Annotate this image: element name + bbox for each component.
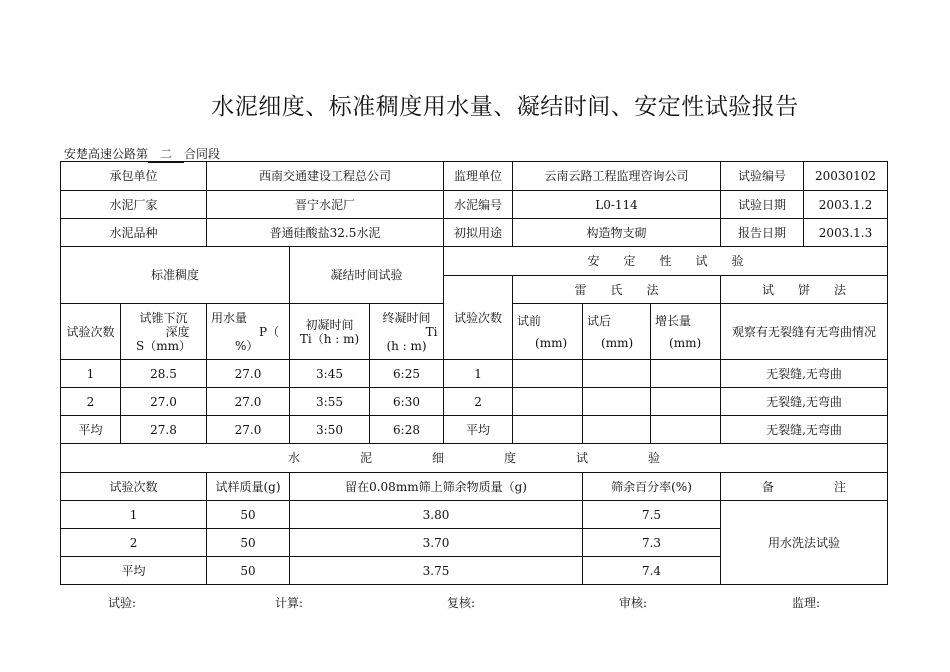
- fineness-mass-cell: 50: [207, 557, 290, 585]
- increase-cell: [651, 360, 721, 388]
- observe-cell: 无裂缝,无弯曲: [721, 360, 888, 388]
- final-header-line2: Ti: [425, 324, 438, 339]
- footer-audit: 审核:: [619, 596, 648, 610]
- section-number: 二: [148, 145, 184, 163]
- initial-header-line2: Ti（h : m): [299, 331, 360, 346]
- water-header-line3: %）: [235, 338, 259, 353]
- trial-cell: 2: [61, 388, 121, 416]
- final-cell: 6:28: [370, 416, 444, 444]
- fineness-residue-cell: 3.75: [290, 557, 583, 585]
- after-cell: [583, 360, 651, 388]
- trial-no-header: 试验次数: [61, 304, 121, 360]
- report-date-label: 报告日期: [721, 219, 804, 246]
- fineness-percent-header: 筛余百分率(%): [583, 473, 721, 501]
- initial-set-header: [290, 304, 370, 360]
- water-cell: 27.0: [207, 388, 290, 416]
- consistency-header: 标准稠度: [61, 247, 290, 304]
- sound-trial-cell: 平均: [444, 416, 513, 444]
- before-header-line1: 试前: [517, 313, 542, 328]
- fineness-trial-cell: 1: [61, 501, 207, 529]
- final-set-header: [370, 304, 444, 360]
- increase-cell: [651, 416, 721, 444]
- fineness-mass-cell: 50: [207, 529, 290, 557]
- final-cell: 6:25: [370, 360, 444, 388]
- increase-cell: [651, 388, 721, 416]
- section-suffix: 合同段: [184, 147, 221, 161]
- test-date-label: 试验日期: [721, 191, 804, 218]
- table-row: [61, 388, 888, 416]
- footer-review: 复核:: [447, 596, 476, 610]
- after-header-line1: 试后: [587, 313, 612, 328]
- cone-header-line1: 试锥下沉: [139, 310, 188, 325]
- report-title: 水泥细度、标准稠度用水量、凝结时间、安定性试验报告: [211, 94, 799, 120]
- fineness-header: 水 泥 细 度 试 验: [61, 444, 888, 473]
- before-header: [513, 304, 583, 360]
- contractor-value: 西南交通建设工程总公司: [207, 162, 444, 191]
- initial-cell: 3:45: [290, 360, 370, 388]
- observe-cell: 无裂缝,无弯曲: [721, 416, 888, 444]
- supervisor-label: 监理单位: [444, 162, 513, 191]
- initial-header-line1: 初凝时间: [305, 317, 354, 332]
- depth-cell: 27.8: [121, 416, 207, 444]
- before-header-line2: (mm): [535, 335, 568, 350]
- variety-label: 水泥品种: [61, 219, 207, 247]
- le-method-header: 雷 氏 法: [513, 276, 721, 304]
- table-row: [61, 360, 888, 388]
- usage-value: 构造物支砌: [513, 219, 721, 247]
- fineness-trial-cell: 2: [61, 529, 207, 557]
- contractor-label: 承包单位: [61, 162, 207, 191]
- cement-no-value: L0-114: [513, 191, 721, 219]
- fineness-residue-cell: 3.80: [290, 501, 583, 529]
- factory-label: 水泥厂家: [61, 191, 207, 219]
- water-cell: 27.0: [207, 360, 290, 388]
- test-date-value: 2003.1.2: [818, 197, 873, 212]
- observe-header: 观察有无裂缝有无弯曲情况: [721, 304, 888, 360]
- final-header-line1: 终凝时间: [382, 310, 431, 325]
- factory-value: 晋宁水泥厂: [207, 191, 444, 219]
- soundness-header: 安 定 性 试 验: [444, 247, 888, 276]
- before-cell: [513, 416, 583, 444]
- test-no-cell: [721, 162, 888, 191]
- pat-method-header: 试 饼 法: [721, 276, 888, 304]
- table-row: [61, 416, 888, 444]
- table-row: [61, 501, 888, 529]
- fineness-trial-header: 试验次数: [61, 473, 207, 501]
- fineness-residue-header: 留在0.08mm筛上筛余物质量（g): [290, 473, 583, 501]
- fineness-residue-cell: 3.70: [290, 529, 583, 557]
- before-cell: [513, 388, 583, 416]
- final-header-line3: (h : m): [386, 338, 427, 353]
- before-cell: [513, 360, 583, 388]
- water-cell: 27.0: [207, 416, 290, 444]
- cone-depth-header: [121, 304, 207, 360]
- increase-header: [651, 304, 721, 360]
- after-header: [583, 304, 651, 360]
- fineness-percent-cell: 7.3: [583, 529, 721, 557]
- final-cell: 6:30: [370, 388, 444, 416]
- after-cell: [583, 416, 651, 444]
- water-header-line1: 用水量: [211, 310, 248, 325]
- water-header-line2: P（: [259, 324, 280, 339]
- initial-cell: 3:50: [290, 416, 370, 444]
- test-no-label: 试验编号: [721, 162, 804, 190]
- cone-header-line3: S（mm）: [136, 338, 191, 353]
- footer-supervise: 监理:: [792, 596, 821, 610]
- increase-header-line1: 增长量: [655, 313, 692, 328]
- setting-header: 凝结时间试验: [290, 247, 444, 304]
- after-header-line2: (mm): [601, 335, 634, 350]
- report-date-value: 2003.1.3: [818, 225, 873, 240]
- cone-header-line2: 深度: [165, 324, 190, 339]
- test-no-value: 20030102: [814, 169, 877, 183]
- variety-value: 普通硅酸盐32.5水泥: [207, 219, 444, 247]
- fineness-percent-cell: 7.5: [583, 501, 721, 529]
- report-date-cell: [721, 219, 888, 247]
- trial-cell: 1: [61, 360, 121, 388]
- usage-label: 初拟用途: [444, 219, 513, 247]
- trial-cell: 平均: [61, 416, 121, 444]
- fineness-percent-cell: 7.4: [583, 557, 721, 585]
- report-table: [60, 161, 888, 585]
- fineness-mass-header: 试样质量(g): [207, 473, 290, 501]
- footer-calc: 计算:: [275, 596, 304, 610]
- depth-cell: 27.0: [121, 388, 207, 416]
- fineness-trial-cell: 平均: [61, 557, 207, 585]
- sound-trial-cell: 2: [444, 388, 513, 416]
- initial-cell: 3:55: [290, 388, 370, 416]
- fineness-remark-header: 备 注: [721, 473, 888, 501]
- footer-test: 试验:: [108, 596, 137, 610]
- water-header: [207, 304, 290, 360]
- fineness-mass-cell: 50: [207, 501, 290, 529]
- test-date-cell: [721, 191, 888, 219]
- sound-trial-no-header: 试验次数: [444, 276, 513, 360]
- after-cell: [583, 388, 651, 416]
- increase-header-line2: (mm): [669, 335, 702, 350]
- fineness-remark-cell: 用水洗法试验: [721, 501, 888, 585]
- supervisor-value: 云南云路工程监理咨询公司: [513, 162, 721, 191]
- cement-no-label: 水泥编号: [444, 191, 513, 219]
- observe-cell: 无裂缝,无弯曲: [721, 388, 888, 416]
- section-prefix: 安楚高速公路第: [64, 147, 149, 161]
- sound-trial-cell: 1: [444, 360, 513, 388]
- depth-cell: 28.5: [121, 360, 207, 388]
